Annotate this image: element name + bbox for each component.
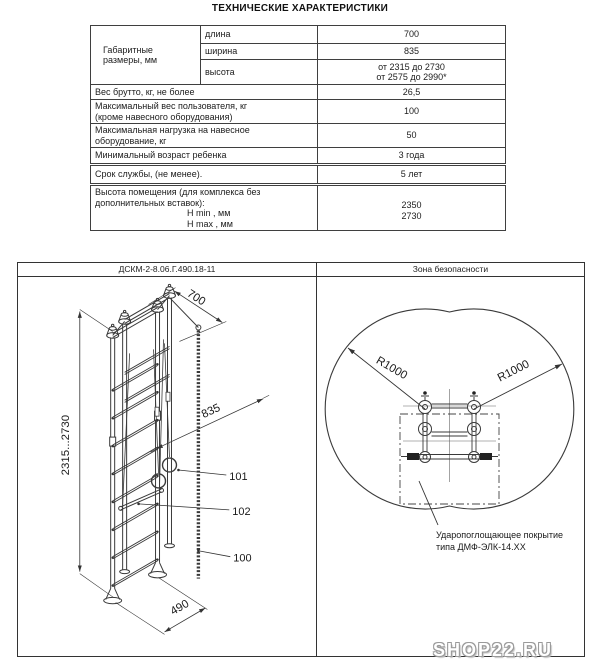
safety-zone-title: Зона безопасности [412,264,489,274]
spec-row-service-life [91,165,506,185]
param-name [91,100,318,124]
param-name: длина [201,26,318,44]
param-value: 700 [318,26,506,44]
room-line1: Высота помещения (для комплекса без [95,187,261,197]
hmin-label: H min , мм [187,208,231,218]
param-value [318,185,506,231]
param-value: 100 [318,100,506,124]
safety-zone-panel [317,277,584,656]
param-line1: Максимальная нагрузка на навесное [95,125,250,135]
param-name [91,124,318,148]
ladder-rungs [111,346,169,586]
drawing-frame [17,262,585,657]
spec-table [90,25,506,231]
param-value: 5 лет [318,165,506,185]
param-line1: Максимальный вес пользователя, кг [95,101,248,111]
param-value: 50 [318,124,506,148]
gym-rings-icon [163,458,177,472]
coating-note-line1: Ударопоглощающее покрытие [436,530,564,540]
param-name: ширина [201,44,318,60]
hmax-label: H max , мм [187,218,233,229]
radius-left-label: R1000 [373,354,410,383]
callout-100: 100 [233,552,252,565]
spec-row-max-accessory-load [91,124,506,148]
height-range-2: от 2575 до 2990* [376,72,447,82]
param-name: Срок службы, (не менее). [91,165,318,185]
height-range-1: от 2315 до 2730 [378,61,445,72]
dim-700-label: 700 [184,287,208,309]
dim-835-label: 835 [199,401,223,421]
shop-watermark: SHOP22.RU [433,640,554,660]
dim-height-label: 2315...2730 [59,414,72,476]
safety-zone-drawing [317,277,584,656]
callout-101: 101 [229,470,248,483]
hmax-value: 2730 [401,210,422,221]
drawing-header [18,263,584,277]
spec-row-room-height [91,185,506,231]
spec-row-gross-weight [91,85,506,100]
spec-row-min-age [91,148,506,165]
param-name: Минимальный возраст ребенка [91,148,318,165]
param-name: Вес брутто, кг, не более [91,85,318,100]
param-name: высота [201,60,318,85]
param-value [318,60,506,85]
param-value: 26,5 [318,85,506,100]
radius-right-label: R1000 [495,358,532,385]
hmin-value: 2350 [401,200,422,210]
page-title: ТЕХНИЧЕСКИЕ ХАРАКТЕРИСТИКИ [211,3,389,14]
room-line2: дополнительных вставок): [95,197,205,208]
isometric-drawing [18,277,316,656]
param-line2: оборудование, кг [95,135,167,146]
coating-note-line2: типа ДМФ-ЭЛК-14.ХХ [436,542,526,552]
group-label-line1: Габаритные [103,44,153,55]
spec-row-max-user-weight [91,100,506,124]
group-label-cell [91,26,201,85]
isometric-panel [18,277,317,656]
param-value: 3 года [318,148,506,165]
model-code: ДСКМ-2-8.06.Г.490.18-11 [18,263,317,276]
param-name [91,185,318,231]
group-label-line2: размеры, мм [103,55,158,65]
dim-490-label: 490 [168,597,192,618]
note-leader [419,481,438,525]
callout-102: 102 [232,505,251,518]
spec-row-length [91,26,506,44]
technical-characteristics-table [90,25,506,231]
param-value: 835 [318,44,506,60]
param-line2: (кроме навесного оборудования) [95,111,233,122]
